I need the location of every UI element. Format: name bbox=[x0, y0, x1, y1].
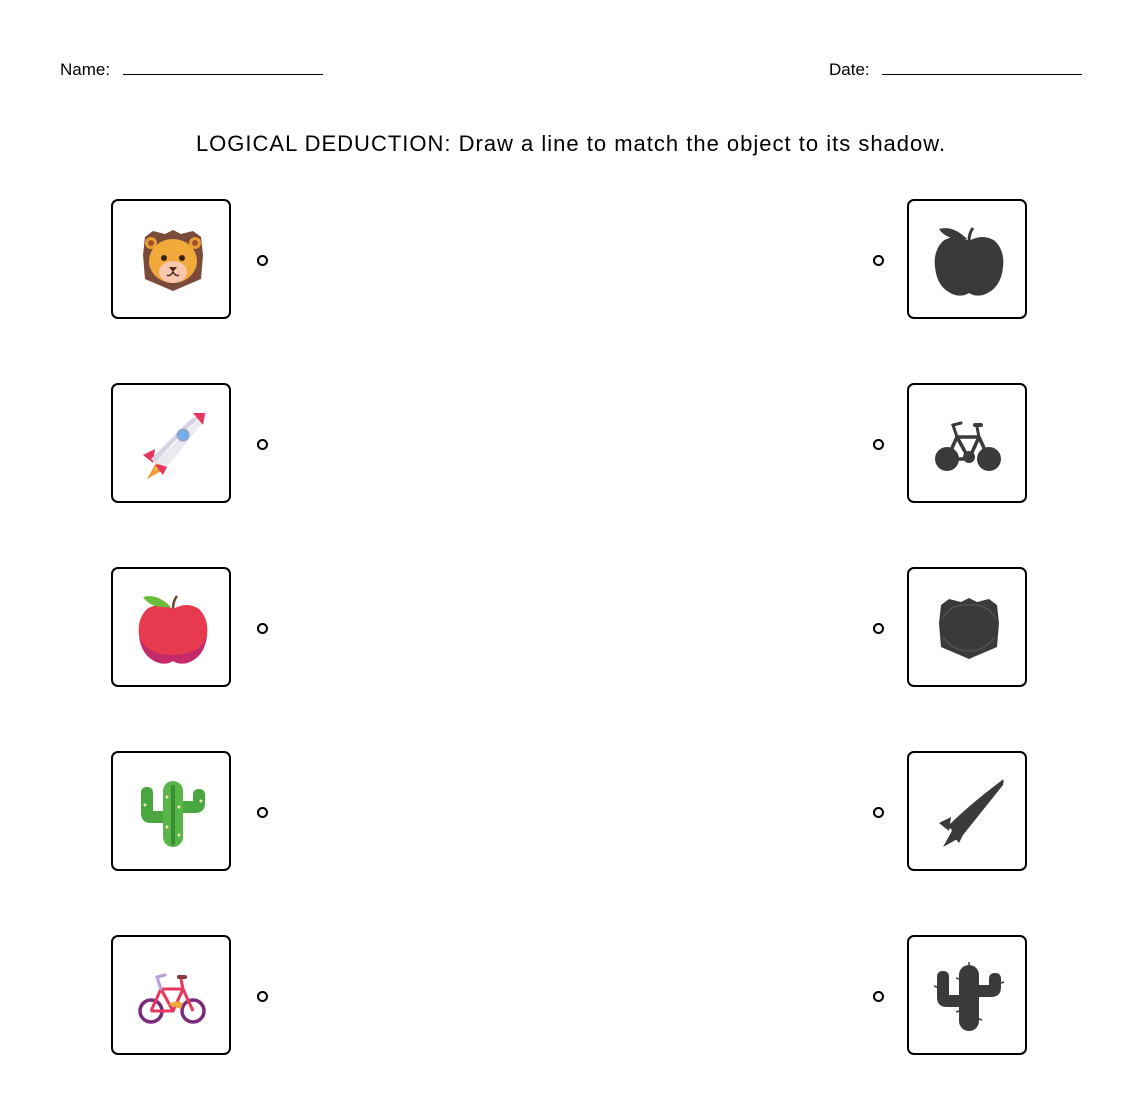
object-card-apple bbox=[111, 567, 231, 687]
shadow-dot-cactus[interactable] bbox=[873, 991, 884, 1002]
object-card-rocket bbox=[111, 383, 231, 503]
shadow-dot-apple[interactable] bbox=[873, 255, 884, 266]
shadow-card-lion bbox=[907, 567, 1027, 687]
object-card-cactus bbox=[111, 751, 231, 871]
lion-icon bbox=[137, 225, 209, 297]
lion-shadow-icon bbox=[933, 593, 1005, 665]
name-field[interactable] bbox=[123, 74, 323, 75]
page-title: LOGICAL DEDUCTION: Draw a line to match the object to its shadow. bbox=[195, 131, 947, 156]
date-label: Date: bbox=[829, 60, 870, 79]
cactus-icon bbox=[137, 777, 209, 849]
name-label: Name: bbox=[60, 60, 111, 79]
object-dot-lion[interactable] bbox=[257, 255, 268, 266]
shadow-card-apple bbox=[907, 199, 1027, 319]
apple-icon bbox=[137, 593, 209, 665]
object-card-bicycle bbox=[111, 935, 231, 1055]
cactus-shadow-icon bbox=[933, 961, 1005, 1033]
shadow-card-rocket bbox=[907, 751, 1027, 871]
bicycle-icon bbox=[137, 961, 209, 1033]
shadow-card-cactus bbox=[907, 935, 1027, 1055]
object-dot-rocket[interactable] bbox=[257, 439, 268, 450]
object-dot-cactus[interactable] bbox=[257, 807, 268, 818]
rocket-icon bbox=[137, 409, 209, 481]
shadow-card-bicycle bbox=[907, 383, 1027, 503]
shadow-dot-lion[interactable] bbox=[873, 623, 884, 634]
apple-shadow-icon bbox=[933, 225, 1005, 297]
object-dot-apple[interactable] bbox=[257, 623, 268, 634]
shadow-dot-bicycle[interactable] bbox=[873, 439, 884, 450]
object-dot-bicycle[interactable] bbox=[257, 991, 268, 1002]
date-field[interactable] bbox=[882, 74, 1082, 75]
bicycle-shadow-icon bbox=[933, 409, 1005, 481]
shadow-dot-rocket[interactable] bbox=[873, 807, 884, 818]
object-card-lion bbox=[111, 199, 231, 319]
rocket-shadow-icon bbox=[933, 777, 1005, 849]
